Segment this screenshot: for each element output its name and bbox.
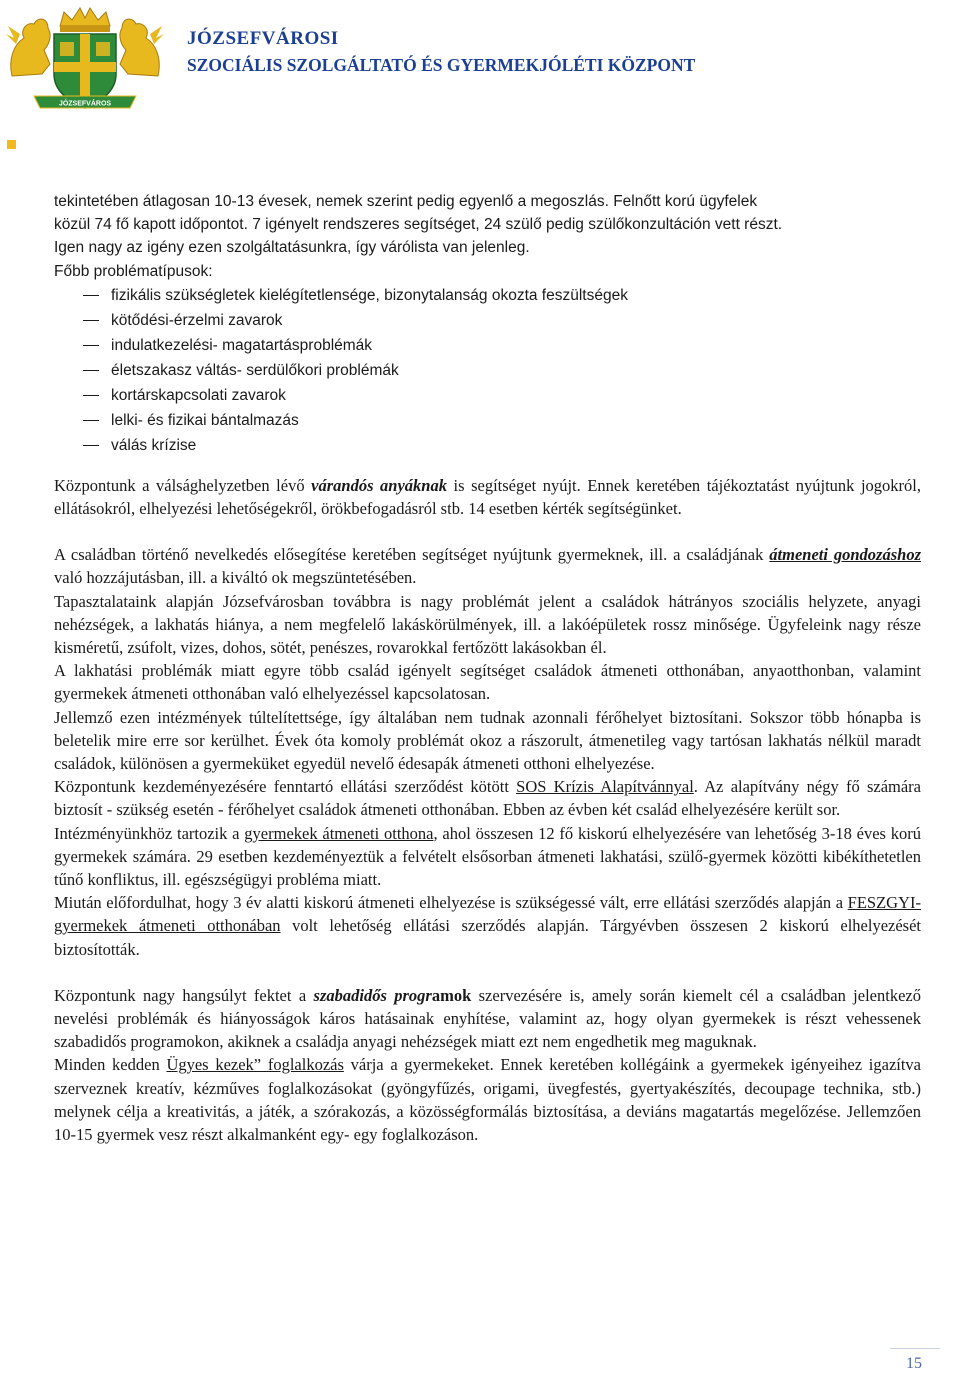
svg-text:JÓZSEFVÁROS: JÓZSEFVÁROS [58,100,112,108]
text-line: Igen nagy az igény ezen szolgáltatásunkra, így várólista van jelenleg. [54,239,530,257]
footer-rule [890,1348,940,1349]
dash-bullet [83,320,99,321]
dash-bullet [83,370,99,371]
dash-bullet [83,295,99,296]
paragraph-expectant-mothers: Központunk a válsághelyzetben lévő várandós anyáknak is segítséget nyújt. Ennek keretében tájékoztatást nyújtunk jogokról, ellátásokról, elhelyezési lehetőségekről, örökbefogadásról stb. 14 esetben kérték segítségünket. [54,475,921,519]
header-accent-square [7,140,16,149]
paragraph-temporary-care: A családban történő nevelkedés elősegítése keretében segítséget nyújtunk gyermeknek, ill. a családjának átmeneti gondozáshoz való hozzájutásban, ill. a kiváltó ok megszüntetésében. [54,545,922,588]
paragraph-sos-foundation: Központunk kezdeményezésére fenntartó ellátási szerződést kötött SOS Krízis Alapítvánnyal. Az alapítvány négy fő számára biztosít - szükség esetén - férőhelyet családok átmeneti otthonában. Ebben az évben két család elhelyezésére került sor. [54,777,921,820]
problems-heading: Főbb problématípusok: [54,262,213,280]
list-item: kötődési-érzelmi zavarok [54,308,921,333]
paragraph-children-home: Intézményünkhöz tartozik a gyermekek átmeneti otthona, ahol összesen 12 fő kiskorú elhelyezésére van lehetőség 3-18 éves korú gyermekek számára. 29 esetben kezdeményeztük a felvételt elsősorban átmeneti lakhatási, szülő-gyermek közötti kibékíthetetlen tűnő konfliktus, ill. egészségügyi probléma miatt. [54,823,921,890]
sos-foundation-link[interactable]: SOS Krízis Alapítvánnyal [516,777,694,797]
list-item: életszakasz váltás- serdülőkori problémák [54,358,921,383]
paragraph-skilled-hands: Minden kedden Ügyes kezek” foglalkozás várja a gyermekeket. Ennek keretében kollégáink a gyermekek igényeihez igazítva szerveznek kreatív, kézműves foglalkozásokat (gyöngyfűzés, origami, üvegfestés, gyertyakészítés, decoupage technika, stb.) melynek célja a kreativitás, a játék, a szórakozás, a közösségformálás biztosítása, a deviáns magatartás megelőzése. Jellemzően 10-15 gyermek vesz részt alkalmanként egy- egy foglalkozáson. [54,1055,922,1145]
org-name-line1: JÓZSEFVÁROSI [187,28,339,49]
list-item: lelki- és fizikai bántalmazás [54,408,921,433]
list-item: kortárskapcsolati zavarok [54,383,921,408]
dash-bullet [83,345,99,346]
children-home-link[interactable]: gyermekek átmeneti otthona [244,823,434,843]
dash-bullet [83,445,99,446]
dash-bullet [83,420,99,421]
list-item: fizikális szükségletek kielégítetlensége, bizonytalanság okozta feszültségek [54,283,921,308]
page-number: 15 [906,1355,922,1372]
text-line: közül 74 fő kapott időpontot. 7 igényelt rendszeres segítséget, 24 szülő pedig szülőkonzultáción vett részt. [54,216,783,234]
text-line: tekintetében átlagosan 10-13 évesek, nemek szerint pedig egyenlő a megoszlás. Felnőtt korú ügyfelek [54,193,758,210]
dash-bullet [83,395,99,396]
skilled-hands-link[interactable]: Ügyes kezek” foglalkozás [166,1055,344,1075]
paragraph-housing-situation: Tapasztalataink alapján Józsefvárosban továbbra is nagy problémát jelent a családok hátrányos szociális helyzete, anyagi nehézségek, a lakhatás hiánya, a nem megfelelő lakáskörülmények, ill. a lakóépületek rossz minősége. Ügyfeleink nagy része kisméretű, zsúfolt, vizes, dohos, sötét, penészes, rovarokkal fertőzött lakásokban él. [54,591,921,658]
paragraph-institution-capacity: Jellemző ezen intézmények túltelítettsége, így általában nem tudnak azonnali férőhelyet biztosítani. Sokszor több hónapba is beletelik mire erre sor kerülhet. Évek óta komoly problémát okoz a rászorult, átmenetileg vagy tartósan lakhatás nélkül maradt családok, különösen a gyermeküket egyedül nevelő édesapák átmeneti otthoni elhelyezése. [54,707,921,774]
coat-of-arms-logo [4,4,166,116]
paragraph-leisure-programs: Központunk nagy hangsúlyt fektet a szabadidős programok szervezésére is, amely során kiemelt cél a családban jelentkező nevelési problémák és hiányosságok káros hatásainak enyhítése, valamint az, hogy olyan gyermekek is részt vehessenek szabadidős programokon, akiknek a családja anyagi nehézségek miatt ezt nem engedhetik meg maguknak. [54,985,921,1052]
paragraph-feszgyi: Miután előfordulhat, hogy 3 év alatti kiskorú átmeneti elhelyezése is szükségessé vált, erre ellátási szerződés alapján a FESZGYI- gyermekek átmeneti otthonában volt lehetőség ellátási szerződés alapján. Tárgyévben összesen 2 kiskorú elhelyezését biztosították. [54,893,921,959]
paragraph-intro [54,190,921,283]
problems-list [54,283,921,458]
page-header [0,0,960,150]
list-item: indulatkezelési- magatartásproblémák [54,333,921,358]
feszgyi-link[interactable]: FESZGYI- gyermekek átmeneti otthonában [54,893,921,936]
org-name-line2: SZOCIÁLIS SZOLGÁLTATÓ ÉS GYERMEKJÓLÉTI KÖZPONT [187,55,696,75]
list-item: válás krízise [54,433,921,458]
document-body [54,190,921,1146]
paragraph-housing-problems: A lakhatási problémák miatt egyre több család igényelt segítséget családok átmeneti otthonában, anyaotthonban, valamint gyermekek átmeneti otthonában való elhelyezéssel kapcsolatosan. [54,661,921,704]
